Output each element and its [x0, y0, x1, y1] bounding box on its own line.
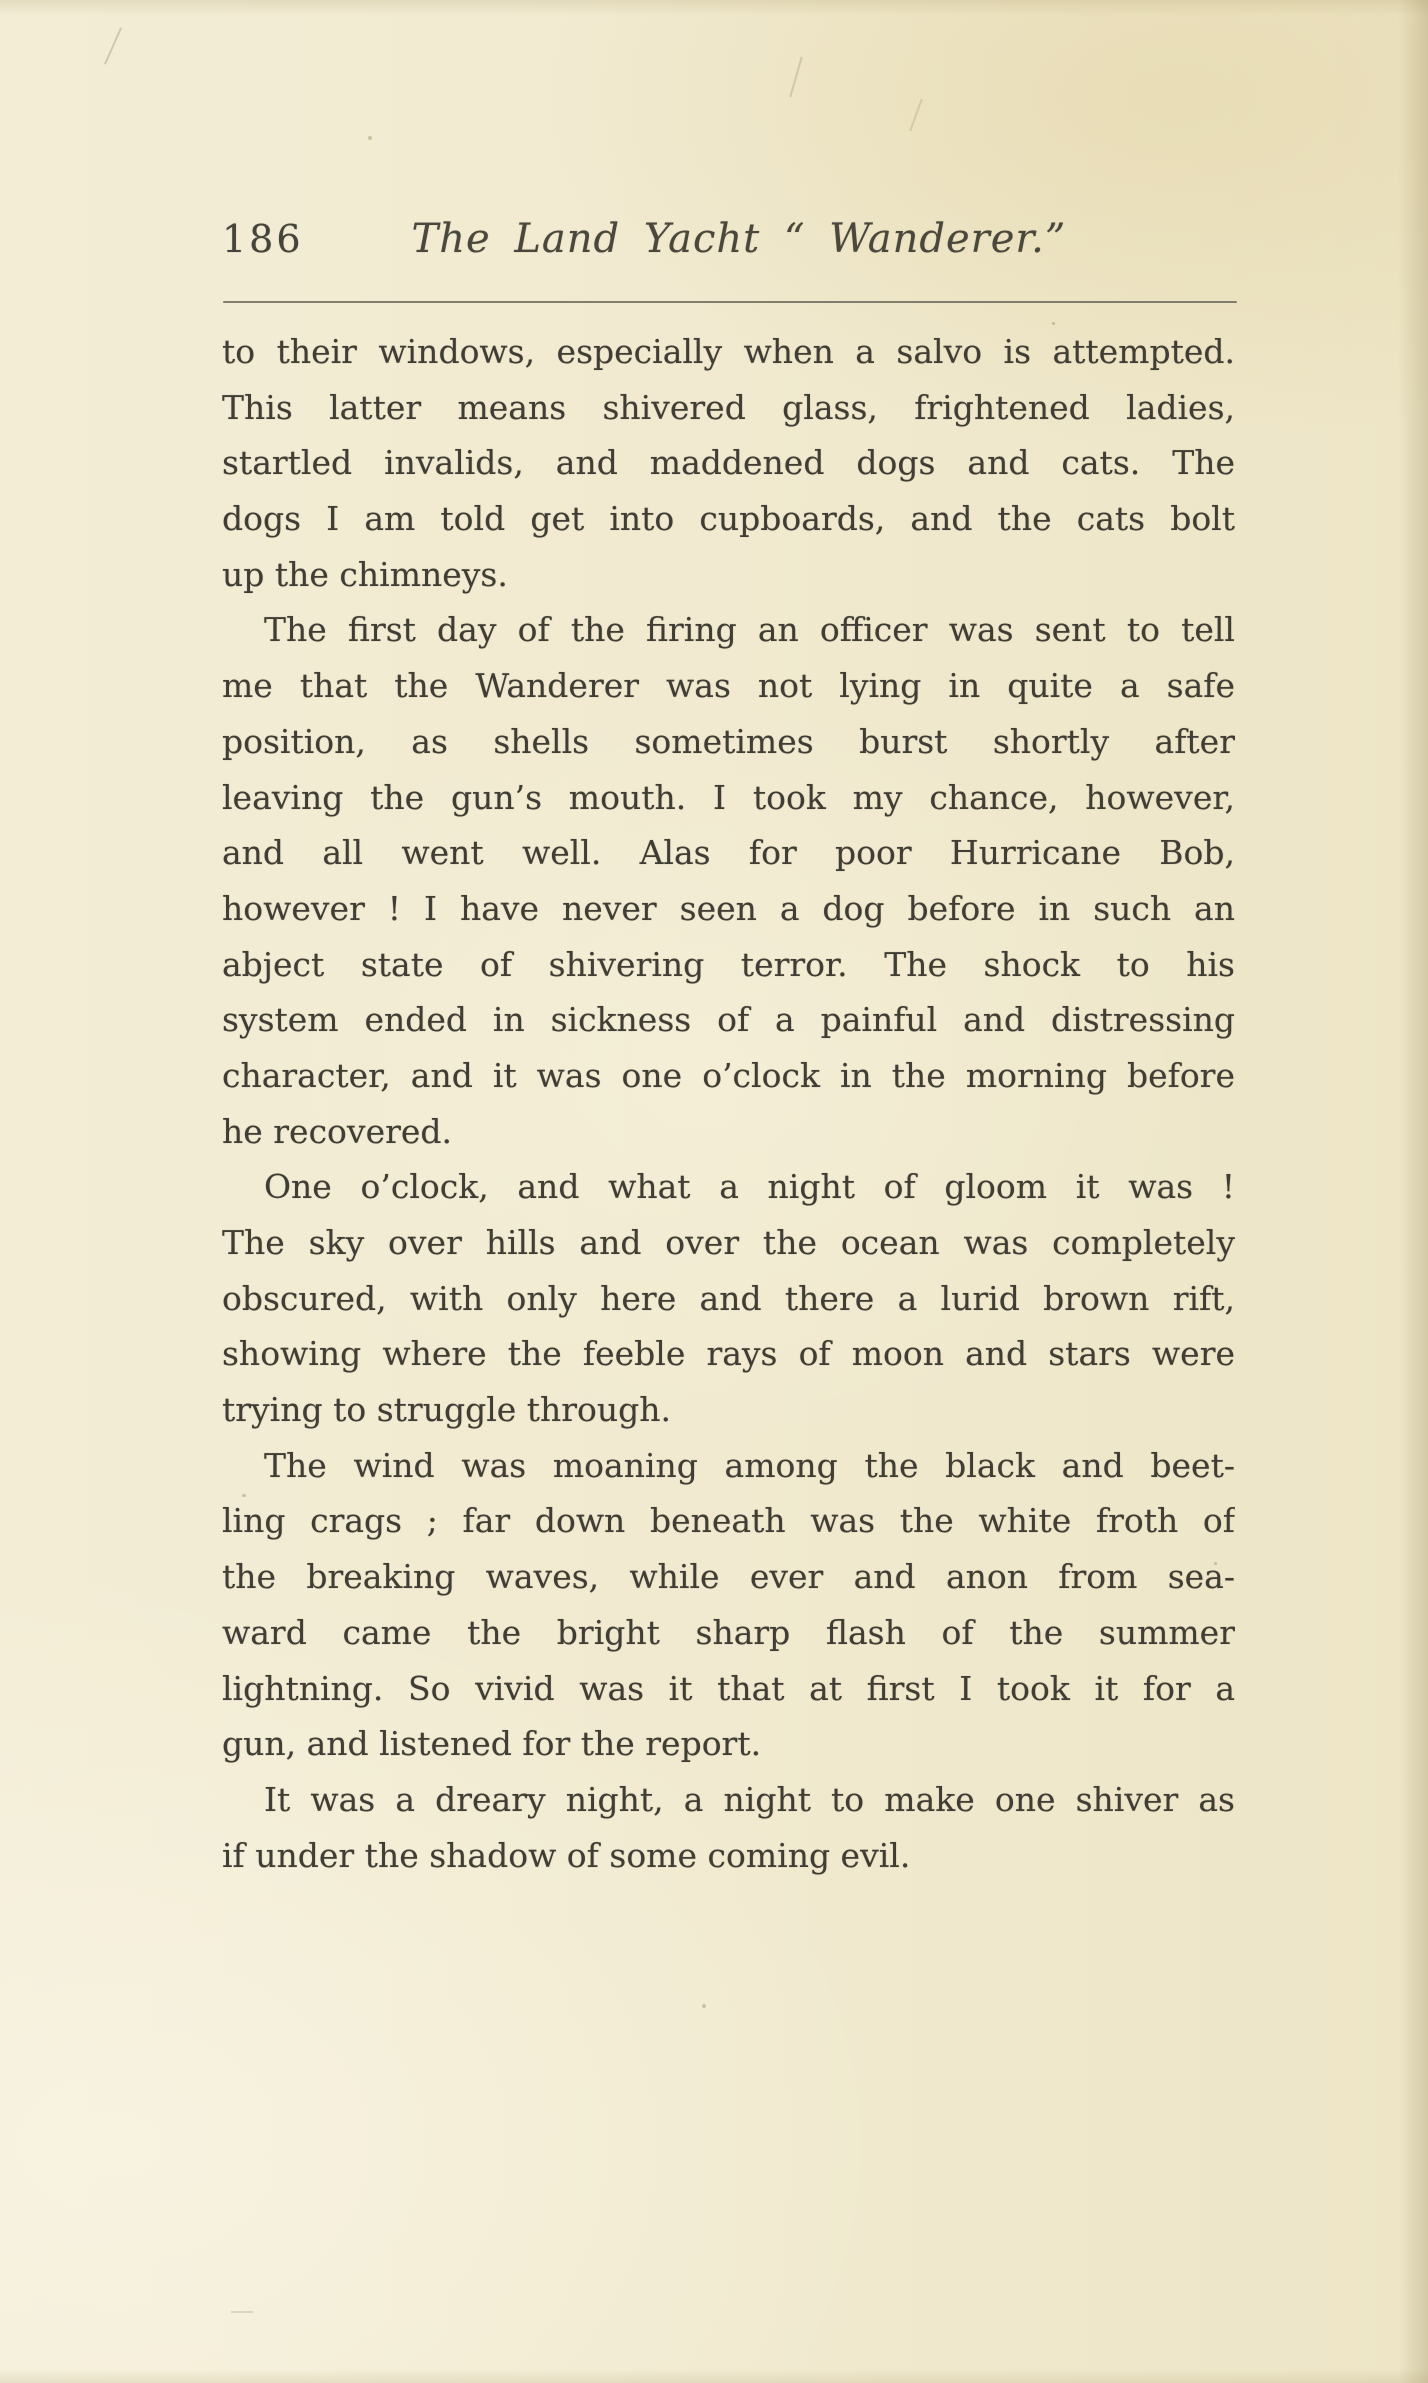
paper-speck: [242, 1494, 246, 1497]
text-line: character, and it was one o’clock in the morning before: [222, 1055, 1235, 1095]
page-edge-shading-right: [1398, 0, 1428, 2383]
paper-speck: [1090, 1182, 1093, 1185]
page-edge-shading-top: [0, 0, 1428, 16]
text-line: showing where the feeble rays of moon and stars were: [222, 1334, 1235, 1374]
pen-mark: [909, 99, 923, 132]
pen-mark: [104, 27, 122, 64]
paper-speck: [368, 136, 372, 140]
text-line: startled invalids, and maddened dogs and cats. The: [222, 443, 1235, 483]
text-line: The first day of the firing an officer was sent to tell: [264, 610, 1235, 650]
paper-speck: [560, 470, 563, 473]
paragraph: [222, 602, 1235, 1159]
text-line: ward came the bright sharp flash of the summer: [222, 1612, 1235, 1652]
text-line: One o’clock, and what a night of gloom it was !: [264, 1167, 1235, 1207]
text-line: leaving the gun’s mouth. I took my chance, however,: [222, 777, 1235, 817]
paper-speck: [1214, 1562, 1217, 1565]
text-line: me that the Wanderer was not lying in quite a safe: [222, 666, 1235, 706]
header-rule: [223, 301, 1237, 303]
text-line: and all went well. Alas for poor Hurricane Bob,: [222, 833, 1235, 873]
paper-speck: [1052, 322, 1055, 325]
running-head: [222, 216, 1236, 262]
text-line: position, as shells sometimes burst shortly after: [222, 721, 1235, 761]
text-line: trying to struggle through.: [222, 1390, 672, 1430]
paragraph: [222, 324, 1235, 602]
paper-speck: [702, 2004, 706, 2008]
running-title: The Land Yacht “ Wanderer.”: [411, 216, 1067, 262]
text-line: The wind was moaning among the black and beet-: [264, 1445, 1235, 1485]
text-line: This latter means shivered glass, frightened ladies,: [222, 387, 1235, 427]
text-line: the breaking waves, while ever and anon from sea-: [222, 1557, 1235, 1597]
page-edge-shading-bottom: [0, 2369, 1428, 2383]
text-line: obscured, with only here and there a lurid brown rift,: [222, 1278, 1235, 1318]
text-line: he recovered.: [222, 1111, 453, 1151]
text-line: gun, and listened for the report.: [222, 1724, 762, 1764]
paragraph: [222, 1438, 1235, 1884]
text-line: lightning. So vivid was it that at first I took it for a: [222, 1668, 1235, 1708]
text-line: to their windows, especially when a salvo is attempted.: [222, 332, 1235, 371]
paragraph: [222, 1159, 1235, 1437]
text-line: abject state of shivering terror. The shock to his: [222, 944, 1235, 984]
text-line: if under the shadow of some coming evil.: [222, 1835, 911, 1875]
pen-mark: [231, 2311, 253, 2313]
text-line: It was a dreary night, a night to make one shiver as: [264, 1779, 1235, 1819]
text-line: The sky over hills and over the ocean was completely: [222, 1223, 1235, 1262]
text-line: system ended in sickness of a painful and distressing: [222, 1000, 1235, 1040]
page-number: 186: [222, 217, 304, 261]
text-block: [222, 324, 1235, 1883]
text-line: however ! I have never seen a dog before in such an: [222, 888, 1235, 928]
text-line: dogs I am told get into cupboards, and the cats bolt: [222, 499, 1235, 539]
text-line: up the chimneys.: [222, 554, 508, 594]
text-line: ling crags ; far down beneath was the white froth of: [222, 1501, 1235, 1541]
pen-mark: [789, 57, 802, 98]
